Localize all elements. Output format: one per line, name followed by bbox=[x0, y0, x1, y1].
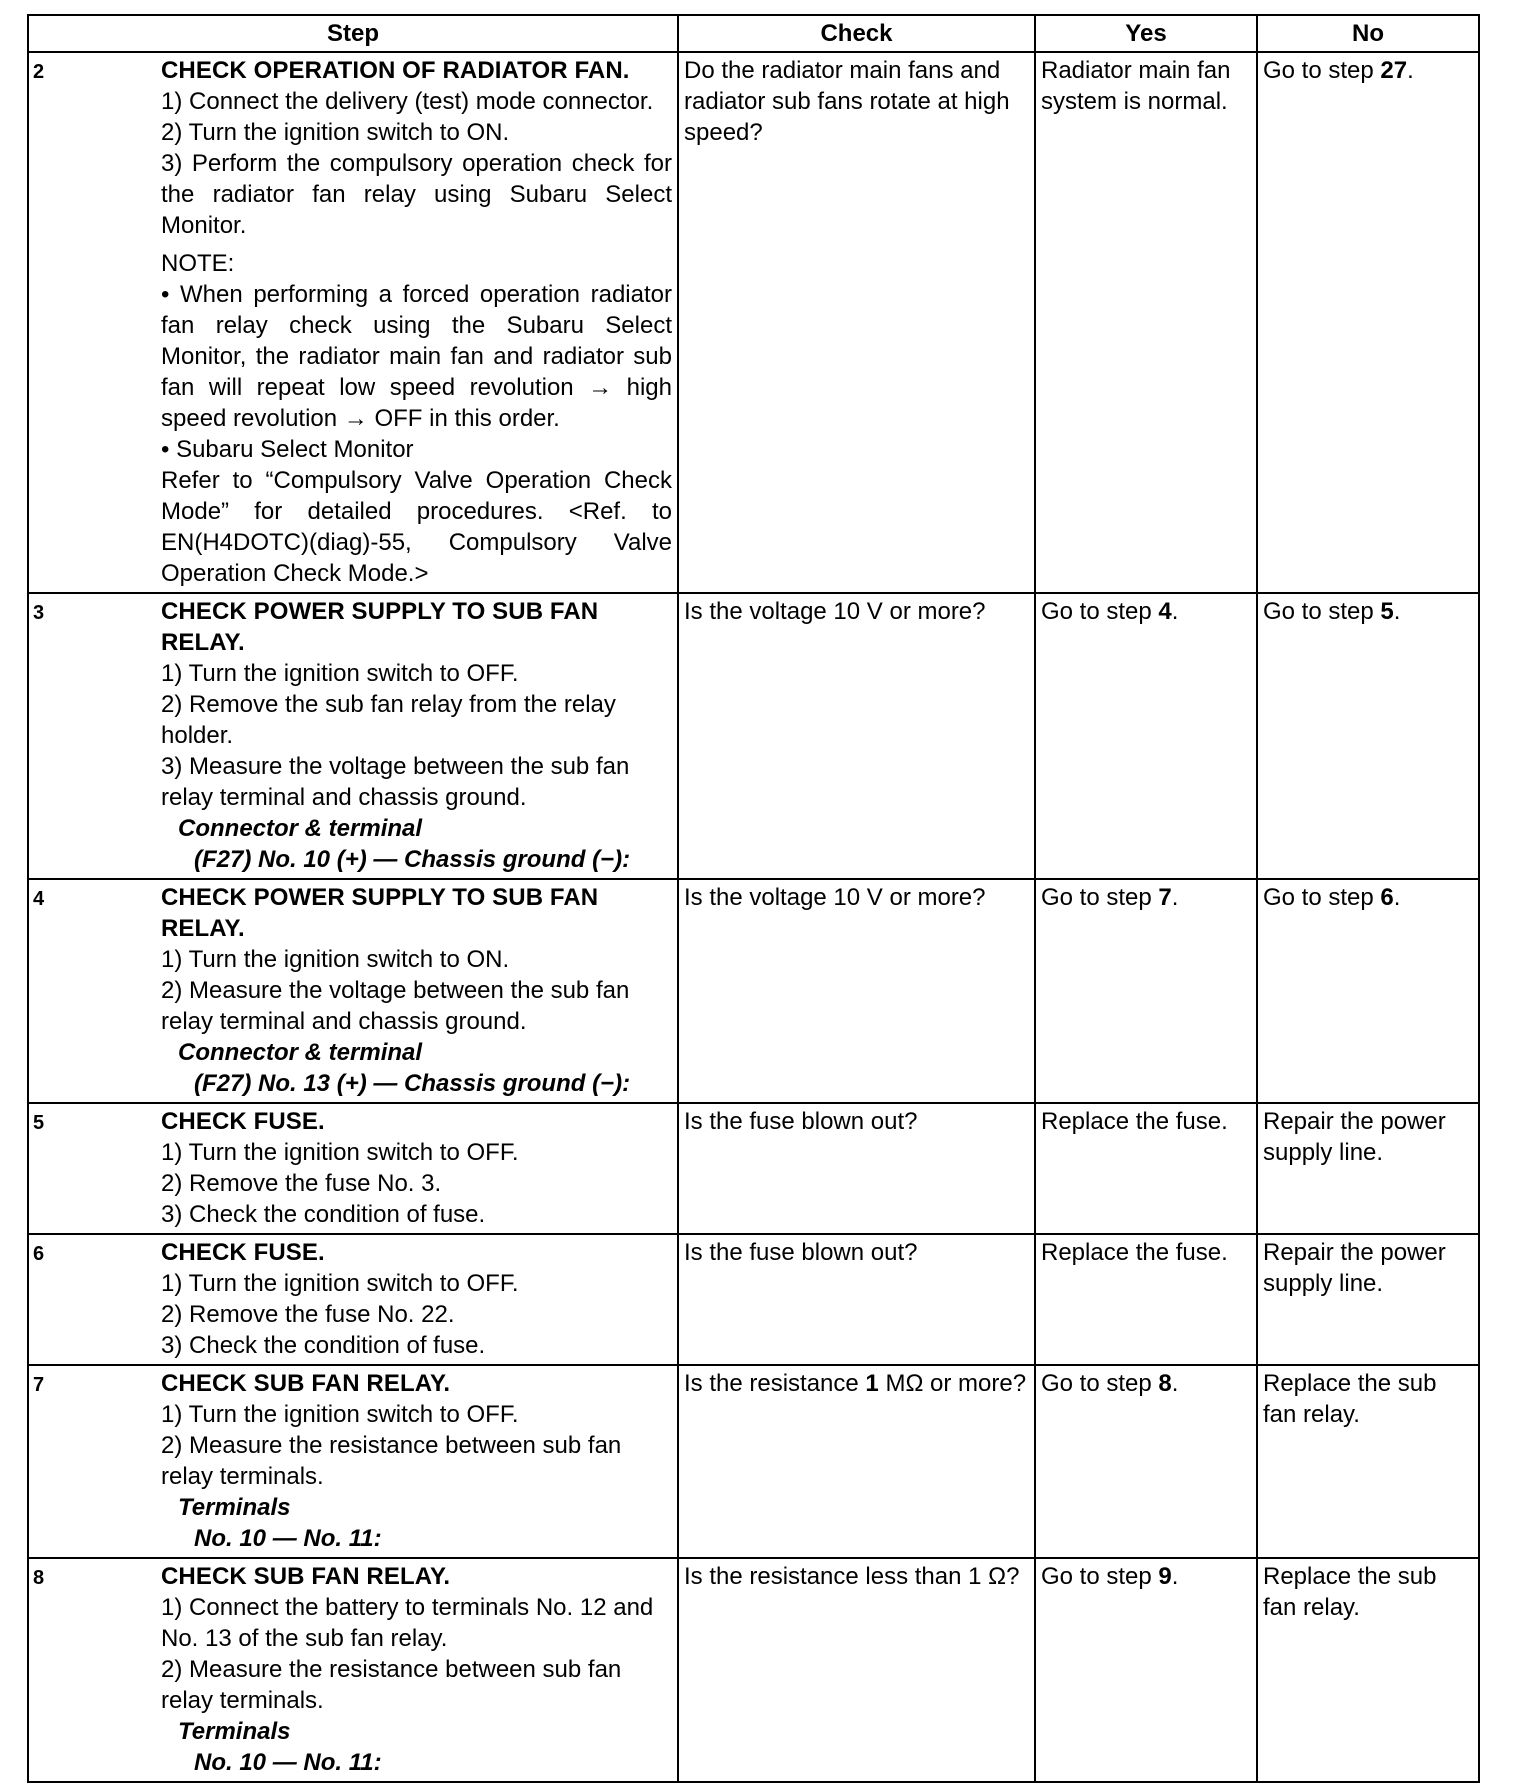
step-instruction: 1) Turn the ignition switch to OFF. bbox=[161, 660, 519, 687]
spec-value: (F27) No. 13 (+) — Chassis ground (−): bbox=[194, 1070, 631, 1097]
header-check: Check bbox=[678, 15, 1035, 52]
no-cell: Repair the power supply line. bbox=[1257, 1234, 1479, 1365]
no-text-end: . bbox=[1393, 884, 1401, 911]
check-cell bbox=[678, 1365, 1035, 1558]
header-no: No bbox=[1257, 15, 1479, 52]
step-instruction: 1) Turn the ignition switch to OFF. bbox=[161, 1139, 519, 1166]
step-number: 2 bbox=[33, 61, 45, 83]
header-yes: Yes bbox=[1035, 15, 1257, 52]
check-cell: Is the voltage 10 V or more? bbox=[678, 593, 1035, 879]
no-cell: Replace the sub fan relay. bbox=[1257, 1365, 1479, 1558]
step-title: CHECK POWER SUPPLY TO SUB FAN RELAY. bbox=[161, 884, 599, 942]
table-row bbox=[28, 879, 1479, 1103]
step-title: CHECK POWER SUPPLY TO SUB FAN RELAY. bbox=[161, 598, 599, 656]
step-instruction: 1) Connect the battery to terminals No. 12 and No. 13 of the sub fan relay. bbox=[161, 1594, 654, 1652]
check-cell: Is the fuse blown out? bbox=[678, 1234, 1035, 1365]
step-number: 7 bbox=[33, 1374, 45, 1396]
step-instruction: 2) Remove the sub fan relay from the relay holder. bbox=[161, 691, 616, 749]
table-row bbox=[28, 1234, 1479, 1365]
step-number: 4 bbox=[33, 888, 45, 910]
step-title: CHECK FUSE. bbox=[161, 1108, 325, 1135]
yes-text: Go to step bbox=[1041, 884, 1159, 911]
spec-label: Connector & terminal bbox=[178, 815, 423, 842]
check-value: 1 bbox=[865, 1370, 879, 1397]
yes-text: Go to step bbox=[1041, 598, 1159, 625]
step-cell bbox=[28, 1234, 678, 1365]
diagnostic-table bbox=[27, 14, 1480, 1783]
spec-label: Connector & terminal bbox=[178, 1039, 423, 1066]
step-reference: 6 bbox=[1380, 884, 1394, 911]
no-text: Go to step bbox=[1263, 884, 1381, 911]
check-cell: Do the radiator main fans and radiator sub fans rotate at high speed? bbox=[678, 52, 1035, 593]
table-row bbox=[28, 593, 1479, 879]
step-reference: 5 bbox=[1380, 598, 1394, 625]
step-instruction: 1) Turn the ignition switch to OFF. bbox=[161, 1401, 519, 1428]
yes-cell bbox=[1035, 1558, 1257, 1782]
no-text: Go to step bbox=[1263, 57, 1381, 84]
table-row bbox=[28, 1103, 1479, 1234]
no-cell: Repair the power supply line. bbox=[1257, 1103, 1479, 1234]
note-paragraph: • When performing a forced operation radiator fan relay check using the Subaru Select Monitor, the radiator main fan and radiator sub fan will repeat low speed revolution → high speed revolution → OFF in this order. bbox=[161, 281, 672, 432]
step-reference: 4 bbox=[1158, 598, 1172, 625]
step-title: CHECK SUB FAN RELAY. bbox=[161, 1563, 451, 1590]
no-cell bbox=[1257, 593, 1479, 879]
yes-text: Go to step bbox=[1041, 1563, 1159, 1590]
step-instruction: 1) Turn the ignition switch to OFF. bbox=[161, 1270, 519, 1297]
step-cell bbox=[28, 593, 678, 879]
yes-text-end: . bbox=[1171, 598, 1179, 625]
step-cell bbox=[28, 1103, 678, 1234]
header-row bbox=[28, 15, 1479, 52]
spec-label: Terminals bbox=[178, 1494, 291, 1521]
yes-cell: Replace the fuse. bbox=[1035, 1234, 1257, 1365]
yes-text-end: . bbox=[1171, 1563, 1179, 1590]
step-number: 6 bbox=[33, 1243, 45, 1265]
step-instruction: 2) Measure the resistance between sub fan relay terminals. bbox=[161, 1656, 622, 1714]
check-cell: Is the resistance less than 1 Ω? bbox=[678, 1558, 1035, 1782]
yes-cell bbox=[1035, 879, 1257, 1103]
step-instruction: 1) Connect the delivery (test) mode connector. bbox=[161, 88, 654, 115]
no-cell bbox=[1257, 879, 1479, 1103]
yes-cell bbox=[1035, 1365, 1257, 1558]
step-instruction: 3) Perform the compulsory operation check for the radiator fan relay using Subaru Select Monitor. bbox=[161, 150, 672, 239]
step-instruction: 2) Measure the voltage between the sub fan relay terminal and chassis ground. bbox=[161, 977, 630, 1035]
step-title: CHECK FUSE. bbox=[161, 1239, 325, 1266]
spec-value: No. 10 — No. 11: bbox=[194, 1749, 382, 1776]
no-text-end: . bbox=[1407, 57, 1414, 84]
yes-cell bbox=[1035, 593, 1257, 879]
yes-cell: Replace the fuse. bbox=[1035, 1103, 1257, 1234]
no-cell bbox=[1257, 52, 1479, 593]
table-row bbox=[28, 1558, 1479, 1782]
note-paragraph: • Subaru Select Monitor bbox=[161, 436, 414, 463]
step-instruction: 2) Turn the ignition switch to ON. bbox=[161, 119, 510, 146]
check-text-end: MΩ or more? bbox=[878, 1370, 1027, 1397]
yes-text: Go to step bbox=[1041, 1370, 1159, 1397]
step-title: CHECK OPERATION OF RADIATOR FAN. bbox=[161, 57, 630, 84]
step-cell bbox=[28, 52, 678, 593]
yes-text-end: . bbox=[1171, 884, 1179, 911]
table-row bbox=[28, 1365, 1479, 1558]
header-step: Step bbox=[28, 15, 678, 52]
step-instruction: 3) Check the condition of fuse. bbox=[161, 1332, 486, 1359]
step-reference: 8 bbox=[1158, 1370, 1172, 1397]
note-paragraph: Refer to “Compulsory Valve Operation Check Mode” for detailed procedures. <Ref. to EN(H4DOTC)(diag)-55, Compulsory Valve Operation Check Mode.> bbox=[161, 467, 672, 587]
step-instruction: 2) Remove the fuse No. 3. bbox=[161, 1170, 442, 1197]
check-cell: Is the fuse blown out? bbox=[678, 1103, 1035, 1234]
step-reference: 27 bbox=[1380, 57, 1408, 84]
table-row bbox=[28, 52, 1479, 593]
step-instruction: 1) Turn the ignition switch to ON. bbox=[161, 946, 510, 973]
check-text: Is the resistance bbox=[684, 1370, 866, 1397]
step-number: 8 bbox=[33, 1567, 45, 1589]
spec-value: (F27) No. 10 (+) — Chassis ground (−): bbox=[194, 846, 631, 873]
step-reference: 9 bbox=[1158, 1563, 1172, 1590]
note-label: NOTE: bbox=[161, 250, 235, 277]
check-cell: Is the voltage 10 V or more? bbox=[678, 879, 1035, 1103]
step-instruction: 3) Measure the voltage between the sub fan relay terminal and chassis ground. bbox=[161, 753, 630, 811]
no-cell: Replace the sub fan relay. bbox=[1257, 1558, 1479, 1782]
spec-label: Terminals bbox=[178, 1718, 291, 1745]
no-text-end: . bbox=[1393, 598, 1401, 625]
no-text: Go to step bbox=[1263, 598, 1381, 625]
yes-text-end: . bbox=[1171, 1370, 1179, 1397]
spec-value: No. 10 — No. 11: bbox=[194, 1525, 382, 1552]
step-number: 5 bbox=[33, 1112, 45, 1134]
step-title: CHECK SUB FAN RELAY. bbox=[161, 1370, 451, 1397]
step-cell bbox=[28, 1558, 678, 1782]
step-number: 3 bbox=[33, 602, 45, 624]
step-instruction: 2) Measure the resistance between sub fan relay terminals. bbox=[161, 1432, 622, 1490]
step-cell bbox=[28, 1365, 678, 1558]
step-reference: 7 bbox=[1158, 884, 1172, 911]
yes-cell: Radiator main fan system is normal. bbox=[1035, 52, 1257, 593]
step-instruction: 2) Remove the fuse No. 22. bbox=[161, 1301, 455, 1328]
step-cell bbox=[28, 879, 678, 1103]
step-instruction: 3) Check the condition of fuse. bbox=[161, 1201, 486, 1228]
